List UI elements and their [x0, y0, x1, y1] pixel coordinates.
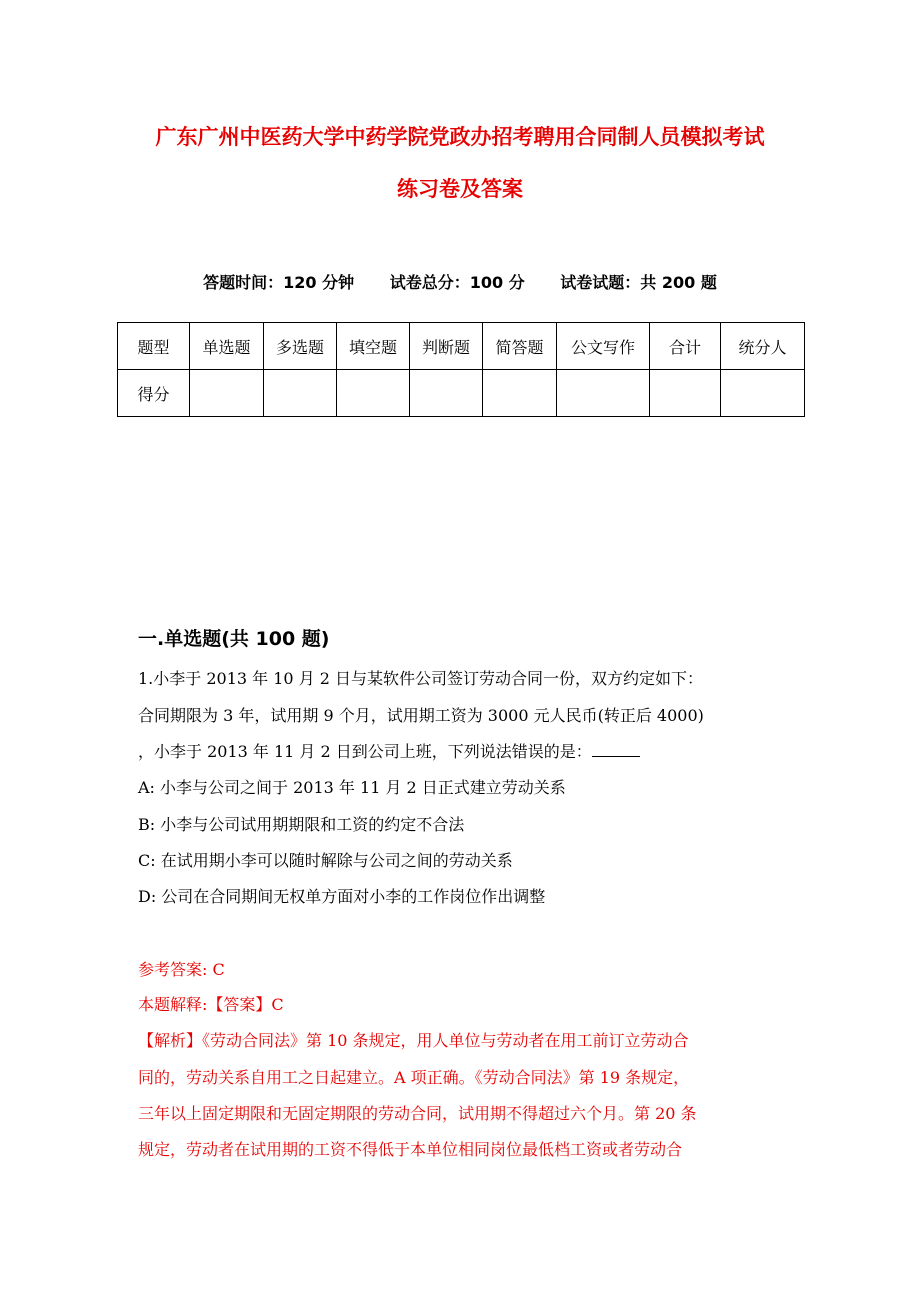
question-1-explanation-line-1: 【解析】《劳动合同法》第 10 条规定，用人单位与劳动者在用工前订立劳动合: [138, 1031, 689, 1050]
score-table-header-cell: 多选题: [264, 323, 337, 370]
score-row-label: 得分: [118, 370, 190, 417]
exam-time: 答题时间：120 分钟: [203, 273, 355, 292]
document-title-line-2: 练习卷及答案: [397, 177, 523, 201]
question-1-stem-line-1: 1.小李于 2013 年 10 月 2 日与某软件公司签订劳动合同一份，双方约定如下：: [138, 669, 704, 688]
score-table-header-cell: 合计: [650, 323, 721, 370]
section-heading-single-choice: 一.单选题(共 100 题): [138, 628, 330, 650]
score-table-header-cell: 简答题: [483, 323, 557, 370]
score-cell-true-false[interactable]: [410, 370, 483, 417]
question-1-stem-line-3-text: ，小李于 2013 年 11 月 2 日到公司上班，下列说法错误的是：: [138, 742, 592, 761]
answer-blank: [592, 742, 640, 757]
question-1-option-b: B: 小李与公司试用期期限和工资的约定不合法: [138, 815, 465, 834]
score-table-header-cell: 题型: [118, 323, 190, 370]
score-table-header-cell: 单选题: [190, 323, 264, 370]
question-1-option-a: A: 小李与公司之间于 2013 年 11 月 2 日正式建立劳动关系: [138, 778, 566, 797]
score-table-header-row: [118, 323, 805, 370]
score-cell-fill-blank[interactable]: [337, 370, 410, 417]
score-cell-total[interactable]: [650, 370, 721, 417]
question-1-option-d: D: 公司在合同期间无权单方面对小李的工作岗位作出调整: [138, 887, 546, 906]
score-table-header-cell: 公文写作: [557, 323, 650, 370]
score-cell-single-choice[interactable]: [190, 370, 264, 417]
question-1-explanation-line-4: 规定，劳动者在试用期的工资不得低于本单位相同岗位最低档工资或者劳动合: [138, 1140, 683, 1159]
question-1-explanation-line-3: 三年以上固定期限和无固定期限的劳动合同，试用期不得超过六个月。第 20 条: [138, 1104, 697, 1123]
exam-total-questions: 试卷试题：共 200 题: [560, 273, 717, 292]
score-cell-short-answer[interactable]: [483, 370, 557, 417]
score-table: [117, 322, 805, 417]
question-1-explanation-label: 本题解释:【答案】C: [138, 995, 284, 1014]
score-table-header-cell: 填空题: [337, 323, 410, 370]
question-1-explanation-line-2: 同的，劳动关系自用工之日起建立。A 项正确。《劳动合同法》第 19 条规定，: [138, 1068, 690, 1087]
score-cell-grader[interactable]: [721, 370, 805, 417]
question-1-stem-line-3: [138, 742, 640, 762]
exam-info: [0, 270, 920, 293]
score-cell-document-writing[interactable]: [557, 370, 650, 417]
score-cell-multiple-choice[interactable]: [264, 370, 337, 417]
score-table-score-row: [118, 370, 805, 417]
score-table-header-cell: 统分人: [721, 323, 805, 370]
document-title-line-1: 广东广州中医药大学中药学院党政办招考聘用合同制人员模拟考试: [155, 125, 765, 149]
question-1-stem-line-2: 合同期限为 3 年，试用期 9 个月，试用期工资为 3000 元人民币(转正后 4000): [138, 706, 704, 725]
question-1-answer: 参考答案: C: [138, 960, 225, 979]
score-table-header-cell: 判断题: [410, 323, 483, 370]
exam-total-score: 试卷总分：100 分: [389, 273, 525, 292]
question-1-option-c: C: 在试用期小李可以随时解除与公司之间的劳动关系: [138, 851, 513, 870]
